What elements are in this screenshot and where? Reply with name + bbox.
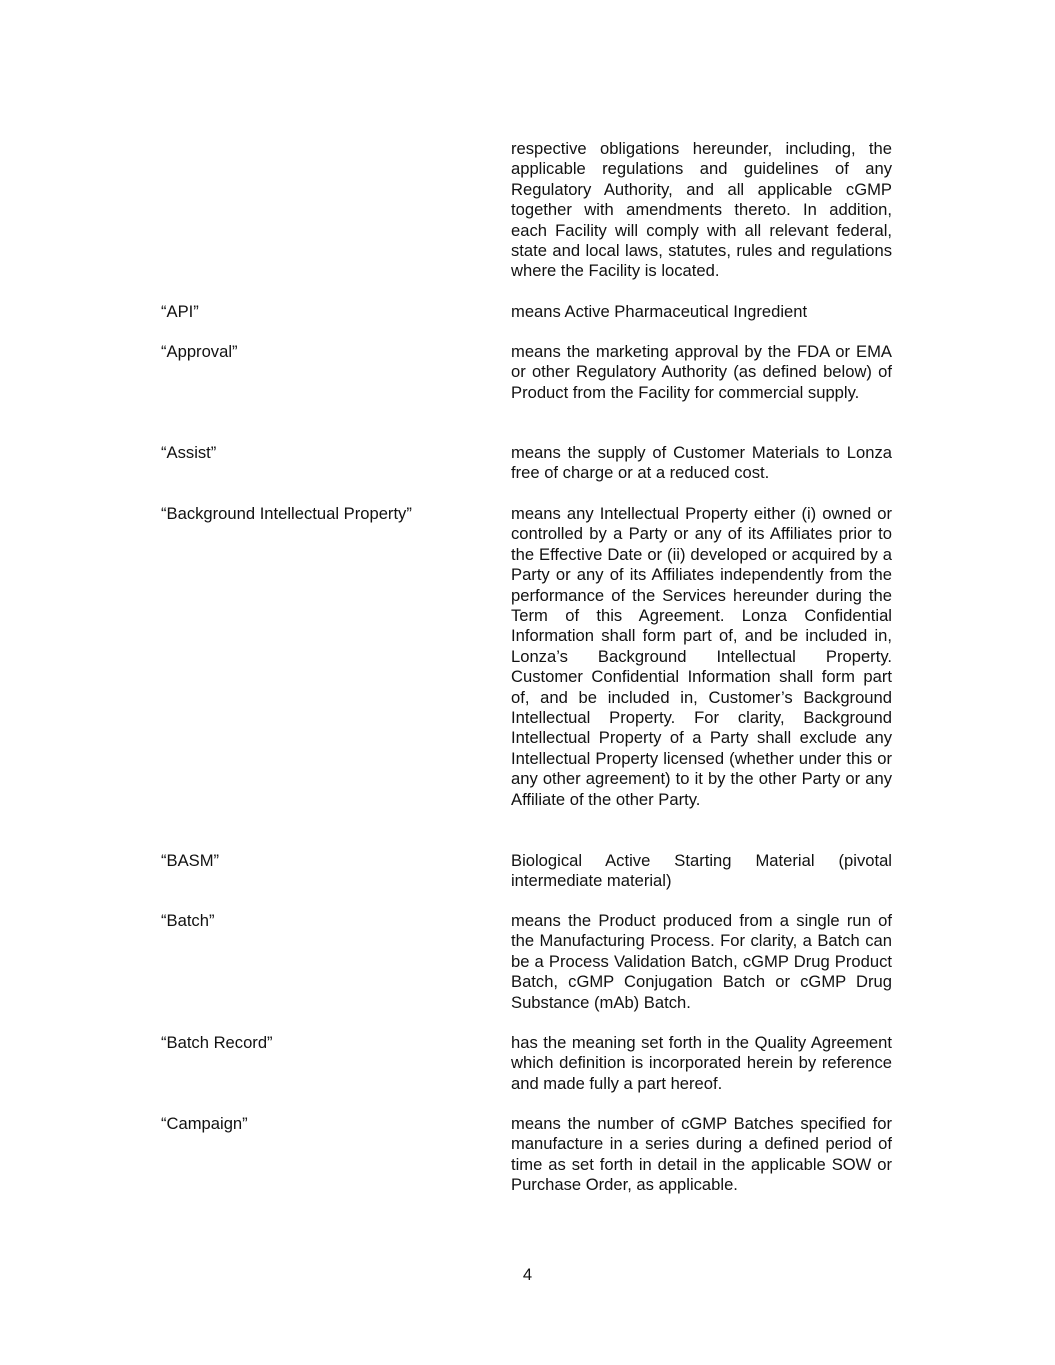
definition-text: means the marketing approval by the FDA or EMA or other Regulatory Authority (as defined below) of Product from the Facility for commercial supply. — [511, 342, 892, 402]
definition-text: means any Intellectual Property either (i) owned or controlled by a Party or any of its Affiliates prior to the Effective Date or (ii) developed or acquired by a Party or any of its Affiliates independently from the performance of the Services hereunder during the Term of this Agreement. Lonza Confidential Information shall form part of, and be included in, Lonza’s Background Intellectual Property. Customer Confidential Information shall form part of, and be included in, Customer’s Background Intellectual Property. For clarity, Background Intellectual Property of a Party shall exclude any Intellectual Property licensed (whether under this or any other agreement) to it by the other Party or any Affiliate of the other Party. — [511, 504, 892, 809]
definition-term: “Approval” — [161, 342, 238, 361]
definition-term: “API” — [161, 302, 199, 321]
definition-term: “Batch” — [161, 911, 215, 930]
definition-term: “BASM” — [161, 851, 220, 870]
definition-term: “Campaign” — [161, 1114, 248, 1133]
definition-term: “Batch Record” — [161, 1033, 273, 1052]
page-number: 4 — [522, 1265, 533, 1284]
continued-definition-text: respective obligations hereunder, including, the applicable regulations and guidelines of any Regulatory Authority, and all applicable cGMP together with amendments thereto. In addition, each Facility will comply with all relevant federal, state and local laws, statutes, rules and regulations where the Facility is located. — [511, 139, 892, 281]
definition-term: “Assist” — [161, 443, 217, 462]
definition-text: Biological Active Starting Material (pivotal intermediate material) — [511, 851, 892, 891]
definition-term: “Background Intellectual Property” — [161, 504, 412, 523]
definition-text: means the supply of Customer Materials to Lonza free of charge or at a reduced cost. — [511, 443, 892, 483]
definition-text: has the meaning set forth in the Quality Agreement which definition is incorporated herein by reference and made fully a part hereof. — [511, 1033, 892, 1093]
definition-text: means the number of cGMP Batches specified for manufacture in a series during a defined period of time as set forth in detail in the applicable SOW or Purchase Order, as applicable. — [511, 1114, 892, 1195]
definition-text: means Active Pharmaceutical Ingredient — [511, 302, 808, 321]
definition-text: means the Product produced from a single run of the Manufacturing Process. For clarity, a Batch can be a Process Validation Batch, cGMP Drug Product Batch, cGMP Conjugation Batch or cGMP Drug Substance (mAb) Batch. — [511, 911, 892, 1012]
